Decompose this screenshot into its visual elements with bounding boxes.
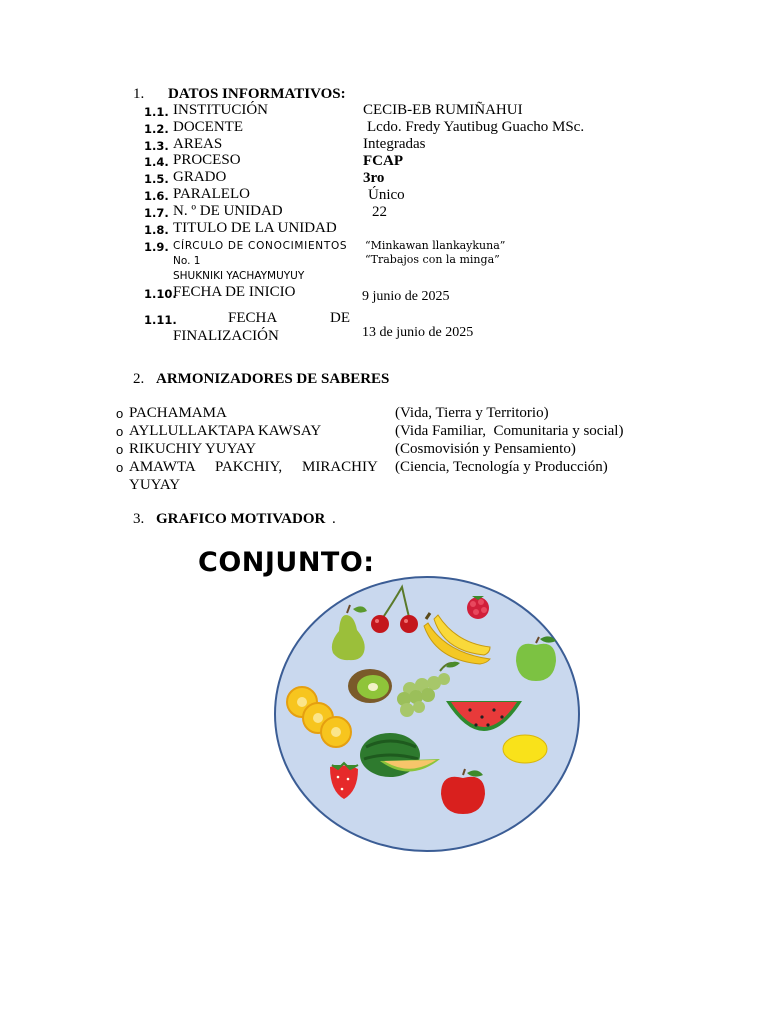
item-label: FECHA DE INICIO — [173, 284, 296, 300]
item-value: 22 — [372, 204, 387, 220]
section-2-number: 2. — [133, 371, 145, 387]
harmonizer-name-word: AMAWTA — [129, 459, 196, 475]
kiwi-icon — [348, 669, 392, 703]
item-value: 3ro — [363, 170, 385, 186]
item-number: 1.6. — [144, 189, 169, 203]
harmonizer-desc: (Cosmovisión y Pensamiento) — [395, 441, 576, 457]
harmonizer-name: AYLLULLAKTAPA KAWSAY — [129, 423, 322, 439]
list-bullet: o — [116, 406, 124, 421]
harmonizer-name: RIKUCHIY YUYAY — [129, 441, 257, 457]
section-1-number: 1. — [133, 86, 145, 102]
item-number: 1.11. — [144, 313, 177, 327]
item-value: Integradas — [363, 136, 426, 152]
item-number: 1.7. — [144, 206, 169, 220]
item-number: 1.3. — [144, 139, 169, 153]
item-value: Único — [368, 187, 405, 203]
item-number: 1.2. — [144, 122, 169, 136]
list-bullet: o — [116, 424, 124, 439]
item-label-word: FECHA — [228, 310, 278, 326]
item-label: PARALELO — [173, 186, 250, 202]
item-number: 1.4. — [144, 155, 169, 169]
item-number: 1.10. — [144, 287, 177, 301]
harmonizer-desc: (Vida, Tierra y Territorio) — [395, 405, 549, 421]
harmonizer-name-word: MIRACHIY — [302, 459, 378, 475]
item-label-line: CÍRCULO DE CONOCIMIENTOS — [173, 240, 348, 252]
item-label: N. º DE UNIDAD — [173, 203, 283, 219]
item-value: Lcdo. Fredy Yautibug Guacho MSc. — [367, 119, 585, 135]
item-number: 1.5. — [144, 172, 169, 186]
harmonizer-desc: (Ciencia, Tecnología y Producción) — [395, 459, 608, 475]
section-3-number: 3. — [133, 511, 145, 527]
list-bullet: o — [116, 460, 124, 475]
item-value: 13 de junio de 2025 — [362, 325, 474, 340]
list-bullet: o — [116, 442, 124, 457]
fruit-set-graphic — [270, 575, 590, 865]
item-label: INSTITUCIÓN — [173, 102, 268, 118]
item-label: DOCENTE — [173, 119, 243, 135]
section-3-title: GRAFICO MOTIVADOR — [156, 511, 326, 527]
item-value-line: “Minkawan llankaykuna” — [365, 239, 506, 252]
harmonizer-name-line: YUYAY — [129, 477, 181, 493]
item-label: GRADO — [173, 169, 227, 185]
section-1-title: DATOS INFORMATIVOS: — [168, 86, 346, 102]
graphic-title: CONJUNTO: — [198, 547, 375, 578]
section-2-title: ARMONIZADORES DE SABERES — [156, 371, 390, 387]
item-label: TITULO DE LA UNIDAD — [173, 220, 337, 236]
item-number: 1.8. — [144, 223, 169, 237]
item-value-line: “Trabajos con la minga” — [365, 253, 500, 266]
harmonizer-desc: (Vida Familiar, Comunitaria y social) — [395, 423, 624, 439]
item-value: FCAP — [363, 153, 403, 169]
section-3-suffix: . — [332, 511, 336, 527]
item-label: PROCESO — [173, 152, 241, 168]
item-number: 1.1. — [144, 105, 169, 119]
item-label: AREAS — [173, 136, 223, 152]
item-value: 9 junio de 2025 — [362, 289, 450, 304]
item-label-line: SHUKNIKI YACHAYMUYUY — [173, 270, 305, 282]
item-number: 1.9. — [144, 240, 169, 254]
item-value: CECIB-EB RUMIÑAHUI — [363, 102, 523, 118]
lemon-icon — [503, 735, 547, 763]
harmonizer-name: PACHAMAMA — [129, 405, 227, 421]
item-label-line: No. 1 — [173, 255, 201, 267]
item-label-line: FINALIZACIÓN — [173, 328, 279, 344]
harmonizer-name-word: PAKCHIY, — [215, 459, 283, 475]
item-label-word: DE — [330, 310, 350, 326]
